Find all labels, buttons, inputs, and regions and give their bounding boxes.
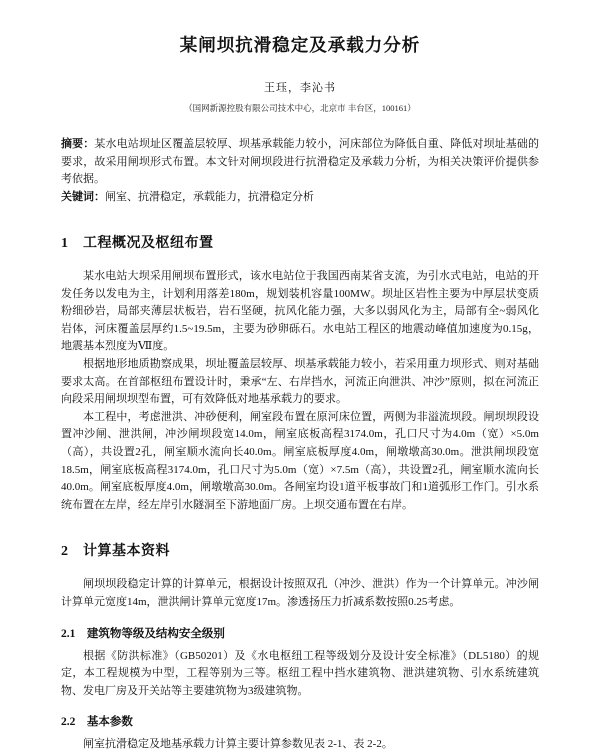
section-2-heading: 2 计算基本资料 (61, 544, 170, 560)
section-1-paragraph-2: 根据地形地质勘察成果，坝址覆盖层较厚、坝基承载能力较小，若采用重力坝形式、则对基础要求太高。在首部枢纽布置设计时，秉承“左、右岸挡水，河流正向泄洪、冲沙”原则，拟在河流正向段采用闸坝坝型布置，可有效降低对地基承载力的要求。 (61, 357, 539, 406)
abstract-text: 某水电站坝址区覆盖层较厚、坝基承载能力较小，河床部位为降低自重、降低对坝址基础的要求，故采用闸坝形式布置。本文针对闸坝段进行抗滑稳定及承载力分析，为相关决策评价提供参考依据。 (61, 138, 539, 185)
abstract-label: 摘要： (61, 138, 95, 150)
section-2-paragraph-1: 闸坝坝段稳定计算的计算单元，根据设计按照双孔（冲沙、泄洪）作为一个计算单元。冲沙闸计算单元宽度14m，泄洪闸计算单元宽度17m。渗透扬压力折减系数按照0.25考虑。 (61, 578, 539, 608)
section-1-heading: 1 工程概况及枢纽布置 (61, 236, 214, 251)
affiliation-line: （国网新源控股有限公司技术中心，北京市 丰台区，100161） (184, 103, 416, 113)
section-2-1-heading: 2.1 建筑物等级及结构安全级别 (61, 627, 225, 640)
keywords-block (61, 189, 539, 207)
section-2-2-paragraph-1: 闸室抗滑稳定及地基承载力计算主要计算参数见表 2-1、表 2-2。 (83, 738, 393, 751)
section-2-2-heading: 2.2 基本参数 (61, 716, 133, 729)
keywords-label: 关键词： (61, 190, 105, 203)
section-1-paragraph-1: 某水电站大坝采用闸坝布置形式，该水电站位于我国西南某省支流，为引水式电站，电站的开发任务以发电为主，计划利用落差180m，规划装机容量100MW。坝址区岩性主要为中厚层状变质粉细砂岩，局部夹薄层状板岩，岩石坚硬，抗风化能力强，大多以弱风化为主，局部有全~弱风化岩体，河床覆盖层厚约1.5~19.5m，主要为砂卵砾石。水电站工程区的地震动峰值加速度为0.15g，地震基本烈度为Ⅶ度。 (61, 270, 539, 353)
keywords-text: 闸室、抗滑稳定，承载能力，抗滑稳定分析 (105, 190, 314, 203)
section-1-paragraph-3: 本工程中，考虑泄洪、冲砂便利，闸室段布置在原河床位置，两侧为非溢流坝段。闸坝坝段设置冲沙闸、泄洪闸，冲沙闸坝段宽14.0m，闸室底板高程3174.0m，孔口尺寸为4.0m（宽）×5.0m（高），共设置2孔，闸室顺水流向长40.0m。闸室底板厚度4.0m，闸墩墩高30.0m。泄洪闸坝段宽18.5m，闸室底板高程3174.0m，孔口尺寸为5.0m（宽）×7.5m（高），共设置2孔，闸室顺水流向长40.0m。闸室底板厚度4.0m，闸墩墩高30.0m。各闸室均设1道平板事故门和1道弧形工作门。引水系统布置在左岸，经左岸引水隧洞至下游地面厂房。上坝交通布置在右岸。 (61, 410, 539, 511)
abstract-block (61, 136, 539, 189)
authors-line: 王珏，李沁书 (264, 82, 336, 94)
section-2-1-paragraph-1: 根据《防洪标准》（GB50201）及《水电枢纽工程等级划分及设计安全标准》（DL5180）的规定，本工程规模为中型，工程等别为三等。枢纽工程中挡水建筑物、泄洪建筑物、引水系统建筑物、发电厂房及开关站等主要建筑物为3级建筑物。 (61, 649, 539, 697)
page-title: 某闸坝抗滑稳定及承载力分析 (179, 35, 421, 55)
